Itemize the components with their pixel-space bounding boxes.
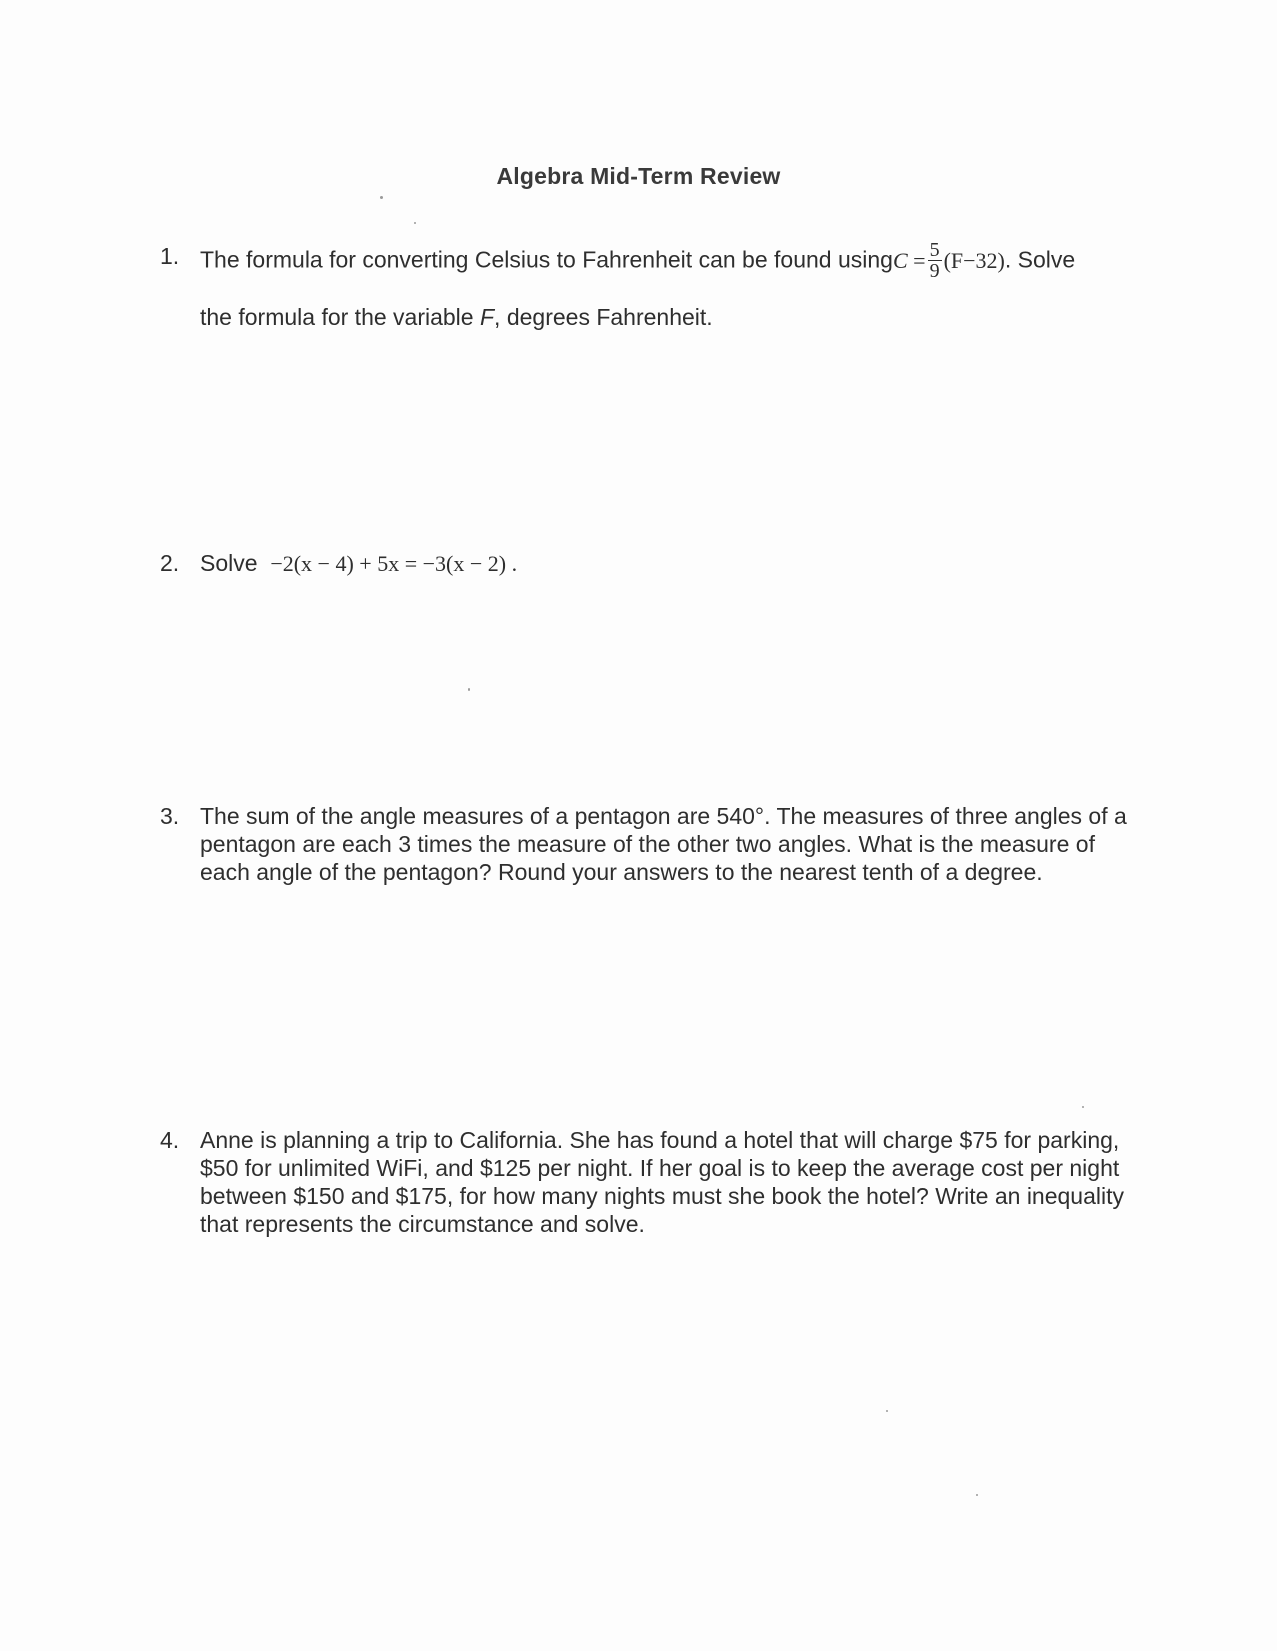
line2-prefix: the formula for the variable (200, 304, 480, 330)
formula-fraction (928, 240, 942, 281)
problem-4 (160, 1126, 1150, 1238)
problem-text-after: . Solve (1004, 246, 1076, 273)
problem-body (200, 549, 1150, 578)
problem-text: Solve (200, 550, 258, 576)
line2-variable: F (479, 304, 495, 330)
problem-line-2 (200, 303, 1150, 331)
problem-body (200, 239, 1150, 331)
problem-text: The formula for converting Celsius to Fahrenheit can be found using (200, 246, 893, 273)
formula-equals: = (913, 247, 926, 273)
problem-body: Anne is planning a trip to California. She has found a hotel that will charge $75 for parking, $50 for unlimited WiFi, and $125 per night. If her goal is to keep the average cost per night between $150 and $175, for how many nights must she book the hotel? Write an inequality that represents the circumstance and solve. (200, 1127, 1124, 1237)
fraction-numerator: 5 (929, 239, 940, 261)
problem-2 (160, 549, 1150, 578)
problem-number: 2. (160, 550, 180, 576)
problem-3 (160, 802, 1150, 886)
problem-number: 1. (160, 243, 180, 269)
scan-speck (886, 1410, 888, 1412)
page-title: Algebra Mid-Term Review (496, 163, 781, 189)
problem-1 (160, 239, 1150, 331)
problem-number: 4. (160, 1127, 180, 1153)
formula-rest: (F−32) (943, 247, 1005, 273)
line2-suffix: , degrees Fahrenheit. (494, 304, 713, 330)
scan-speck (976, 1494, 978, 1496)
problem-line-1 (200, 239, 1150, 283)
scan-speck (414, 222, 416, 224)
formula-lhs: C (892, 247, 908, 273)
equation: −2(x − 4) + 5x = −3(x − 2) . (270, 551, 518, 576)
scan-speck (1082, 1106, 1084, 1108)
celsius-formula (892, 239, 1005, 282)
problem-number: 3. (160, 803, 180, 829)
problem-body: The sum of the angle measures of a pentagon are 540°. The measures of three angles of a pentagon are each 3 times the measure of the other two angles. What is the measure of each angle of the pentagon? Round your answers to the nearest tenth of a degree. (200, 803, 1127, 885)
scan-speck (468, 688, 470, 691)
scan-speck (380, 196, 383, 199)
fraction-denominator: 9 (929, 260, 940, 282)
